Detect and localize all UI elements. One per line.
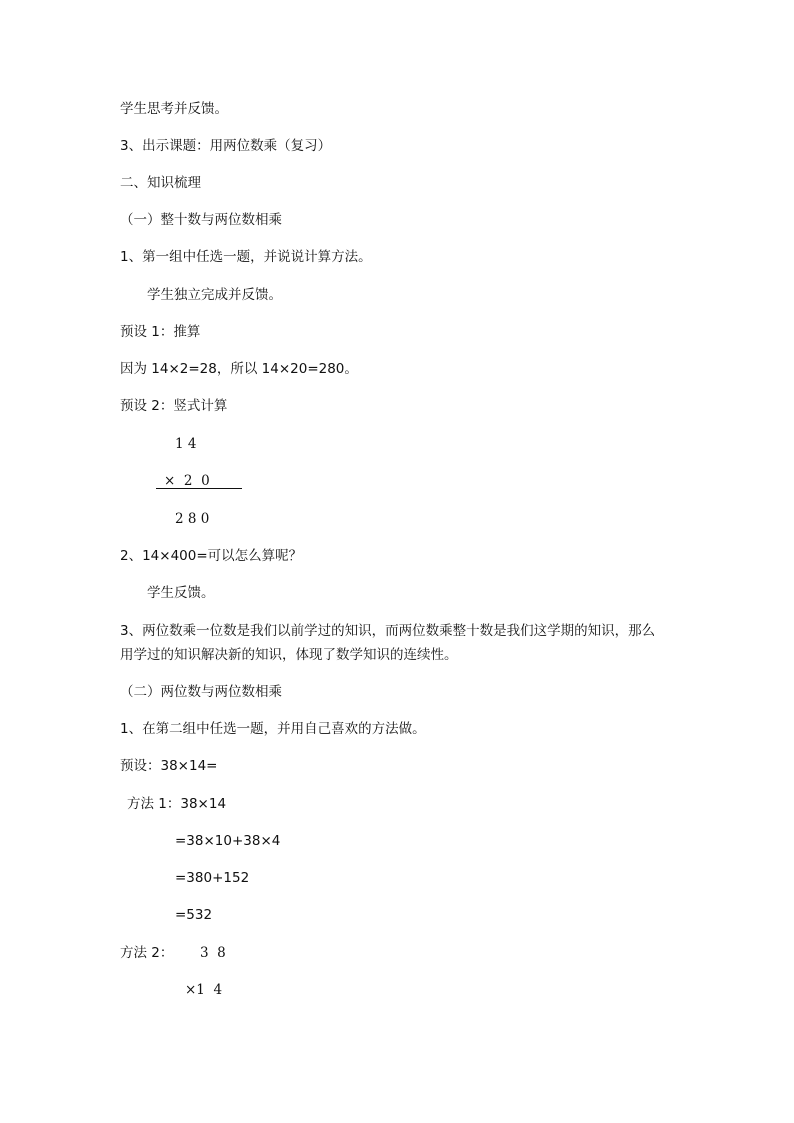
vertical-calc-underline [156,488,242,489]
vertical-calc-multiplicand: 3 8 [200,945,226,961]
text-line: 1、在第二组中任选一题，并用自己喜欢的方法做。 [120,721,426,737]
text-line: 学生思考并反馈。 [120,101,228,117]
text-line: 学生反馈。 [147,585,215,601]
text-line: 方法 2： [120,945,174,961]
subsection-heading: （二）两位数与两位数相乘 [120,684,282,700]
section-heading: 二、知识梳理 [120,175,201,191]
vertical-calc-multiplier: × 2 0 [164,473,210,489]
text-line: 预设：38×14= [120,758,218,774]
text-line: 3、出示课题：用两位数乘（复习） [120,138,332,154]
vertical-calc-multiplier: ×1 4 [185,982,223,998]
text-line: 学生独立完成并反馈。 [147,287,282,303]
calc-step: =380+152 [175,870,250,886]
text-line: 方法 1：38×14 [127,796,227,812]
text-line: 预设 2：竖式计算 [120,398,228,414]
vertical-calc-multiplicand: 1 4 [175,436,197,452]
subsection-heading: （一）整十数与两位数相乘 [120,212,282,228]
vertical-calc-product: 2 8 0 [175,511,210,527]
calc-step: =532 [175,907,213,923]
text-line: 用学过的知识解决新的知识，体现了数学知识的连续性。 [120,647,458,663]
text-line: 2、14×400=可以怎么算呢？ [120,548,303,564]
text-line: 预设 1：推算 [120,324,201,340]
text-line: 3、两位数乘一位数是我们以前学过的知识，而两位数乘整十数是我们这学期的知识，那么 [120,623,656,639]
text-line: 因为 14×2=28，所以 14×20=280。 [120,361,358,377]
text-line: 1、第一组中任选一题，并说说计算方法。 [120,249,372,265]
calc-step: =38×10+38×4 [175,833,281,849]
